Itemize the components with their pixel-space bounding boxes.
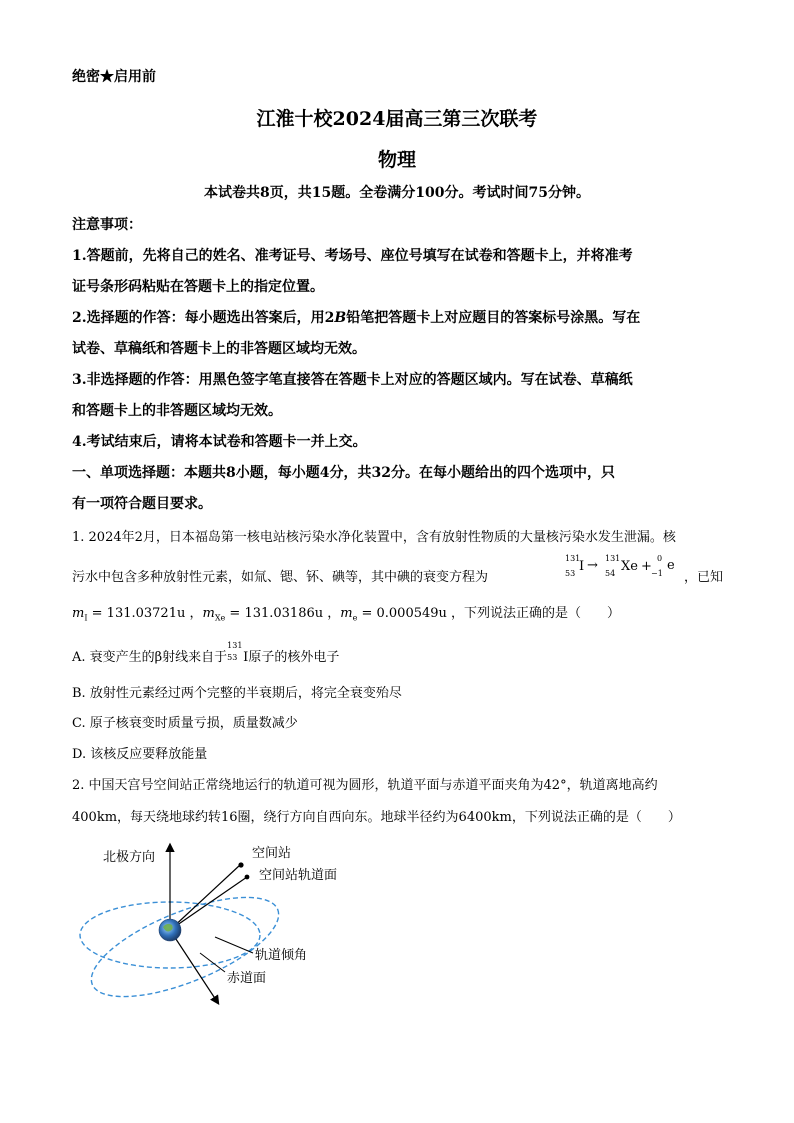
note-2-text-b: 铅笔把答题卡上对应题目的答案标号涂黑。写在 xyxy=(346,310,641,326)
mass-iodine: 131.03721u xyxy=(106,606,186,621)
m-symbol: m xyxy=(72,606,85,621)
iodine-mass-number: 131 xyxy=(565,554,581,563)
mass-xenon: 131.03186u xyxy=(244,606,324,621)
q1-option-c: C. 原子核衰变时质量亏损，质量数减少 xyxy=(72,716,298,731)
note-3-line-1: 3.非选择题的作答：用黑色签字笔直接答在答题卡上对应的答题区域内。写在试卷、草稿纸 xyxy=(72,372,633,388)
option-a-symbol: I xyxy=(243,650,249,665)
option-a-text-pre: A. 衰变产生的β射线来自于 xyxy=(72,650,228,665)
electron-charge-number: −1 xyxy=(651,569,663,578)
m-symbol: m xyxy=(202,606,215,621)
option-a-text-post: 原子的核外电子 xyxy=(248,650,340,665)
m-e-sub: e xyxy=(352,613,358,623)
m-symbol: m xyxy=(340,606,353,621)
orbit-plane-marker xyxy=(245,875,250,880)
mass-electron: 0.000549u xyxy=(376,606,447,621)
space-station-marker xyxy=(238,862,243,867)
q1-option-a xyxy=(72,641,340,665)
q1-option-d: D. 该核反应要释放能量 xyxy=(72,747,208,762)
station-line xyxy=(170,865,240,930)
iodine-symbol: I xyxy=(579,559,585,574)
note-2-line-1 xyxy=(72,307,640,327)
q1-line-3-end: ，下列说法正确的是（ ） xyxy=(451,606,621,621)
north-pole-label: 北极方向 xyxy=(103,850,156,865)
station-orbit-ellipse xyxy=(79,877,291,1010)
iodine-atomic-number: 53 xyxy=(565,569,576,578)
option-a-atomic-number: 53 xyxy=(227,653,238,662)
note-2-line-2: 试卷、草稿纸和答题卡上的非答题区域均无效。 xyxy=(72,341,366,357)
equator-direction-arrow xyxy=(170,930,218,1003)
equatorial-plane-label: 赤道面 xyxy=(227,971,267,986)
plus-sign: + xyxy=(641,559,652,574)
electron-mass-number: 0 xyxy=(657,554,663,563)
note-3-line-2: 和答题卡上的非答题区域均无效。 xyxy=(72,403,282,419)
q1-line-2-end: ，已知 xyxy=(684,570,724,585)
q1-line-2: 污水中包含多种放射性元素，如氚、锶、钚、碘等，其中碘的衰变方程为 xyxy=(72,570,489,585)
orbit-figure xyxy=(75,835,365,1010)
q1-masses-line: $m_I = 131.03721u$ ，$m_{Xe} = 131.03186u$ ，$m_e = 0.000549u$ ，下列说法正确的是（ ） xyxy=(72,606,621,623)
electron-symbol: e xyxy=(667,558,675,573)
subject-title: 物理 xyxy=(377,149,416,171)
station-orbit-label: 空间站轨道面 xyxy=(259,868,338,883)
q1-option-b: B. 放射性元素经过两个完整的半衰期后，将完全衰变殆尽 xyxy=(72,686,402,701)
xenon-mass-number: 131 xyxy=(605,554,621,563)
orbit-inclination-label: 轨道倾角 xyxy=(255,948,308,963)
section-1-line-2: 有一项符合题目要求。 xyxy=(72,496,212,512)
reaction-arrow: → xyxy=(587,558,598,573)
option-a-mass-number: 131 xyxy=(227,641,243,650)
section-1-line-1: 一、单项选择题：本题共8小题，每小题4分，共32分。在每小题给出的四个选项中，只 xyxy=(72,465,615,481)
note-1-line-2: 证号条形码粘贴在答题卡上的指定位置。 xyxy=(72,279,324,295)
pencil-letter: B xyxy=(334,310,347,326)
note-1-line-1: 1.答题前，先将自己的姓名、准考证号、考场号、座位号填写在试卷和答题卡上，并将准考 xyxy=(72,248,633,264)
secret-mark: 绝密★启用前 xyxy=(72,69,156,85)
q2-line-1: 2. 中国天宫号空间站正常绕地运行的轨道可视为圆形，轨道平面与赤道平面夹角为42°，轨道离地高约 xyxy=(72,778,658,793)
q2-line-2: 400km，每天绕地球约转16圈，绕行方向自西向东。地球半径约为6400km，下列说法正确的是（ ） xyxy=(72,810,681,825)
note-4: 4.考试结束后，请将本试卷和答题卡一并上交。 xyxy=(72,434,367,450)
notes-heading: 注意事项： xyxy=(72,217,142,233)
exam-info: 本试卷共8页，共15题。全卷满分100分。考试时间75分钟。 xyxy=(204,185,590,201)
inclination-leader xyxy=(215,937,253,953)
m-Xe-sub: Xe xyxy=(214,613,226,623)
exam-title: 江淮十校2024届高三第三次联考 xyxy=(256,108,538,130)
xenon-symbol: Xe xyxy=(621,559,638,574)
orbit-normal-line xyxy=(170,877,247,930)
m-I-sub: I xyxy=(84,613,88,623)
option-a-nuclide xyxy=(227,641,243,662)
xenon-atomic-number: 54 xyxy=(605,569,616,578)
space-station-label: 空间站 xyxy=(252,846,292,861)
q1-line-1: 1. 2024年2月，日本福岛第一核电站核污染水净化装置中，含有放射性物质的大量核污染水发生泄漏。核 xyxy=(72,530,676,545)
note-2-text-a: 2.选择题的作答：每小题选出答案后，用2 xyxy=(72,310,335,326)
